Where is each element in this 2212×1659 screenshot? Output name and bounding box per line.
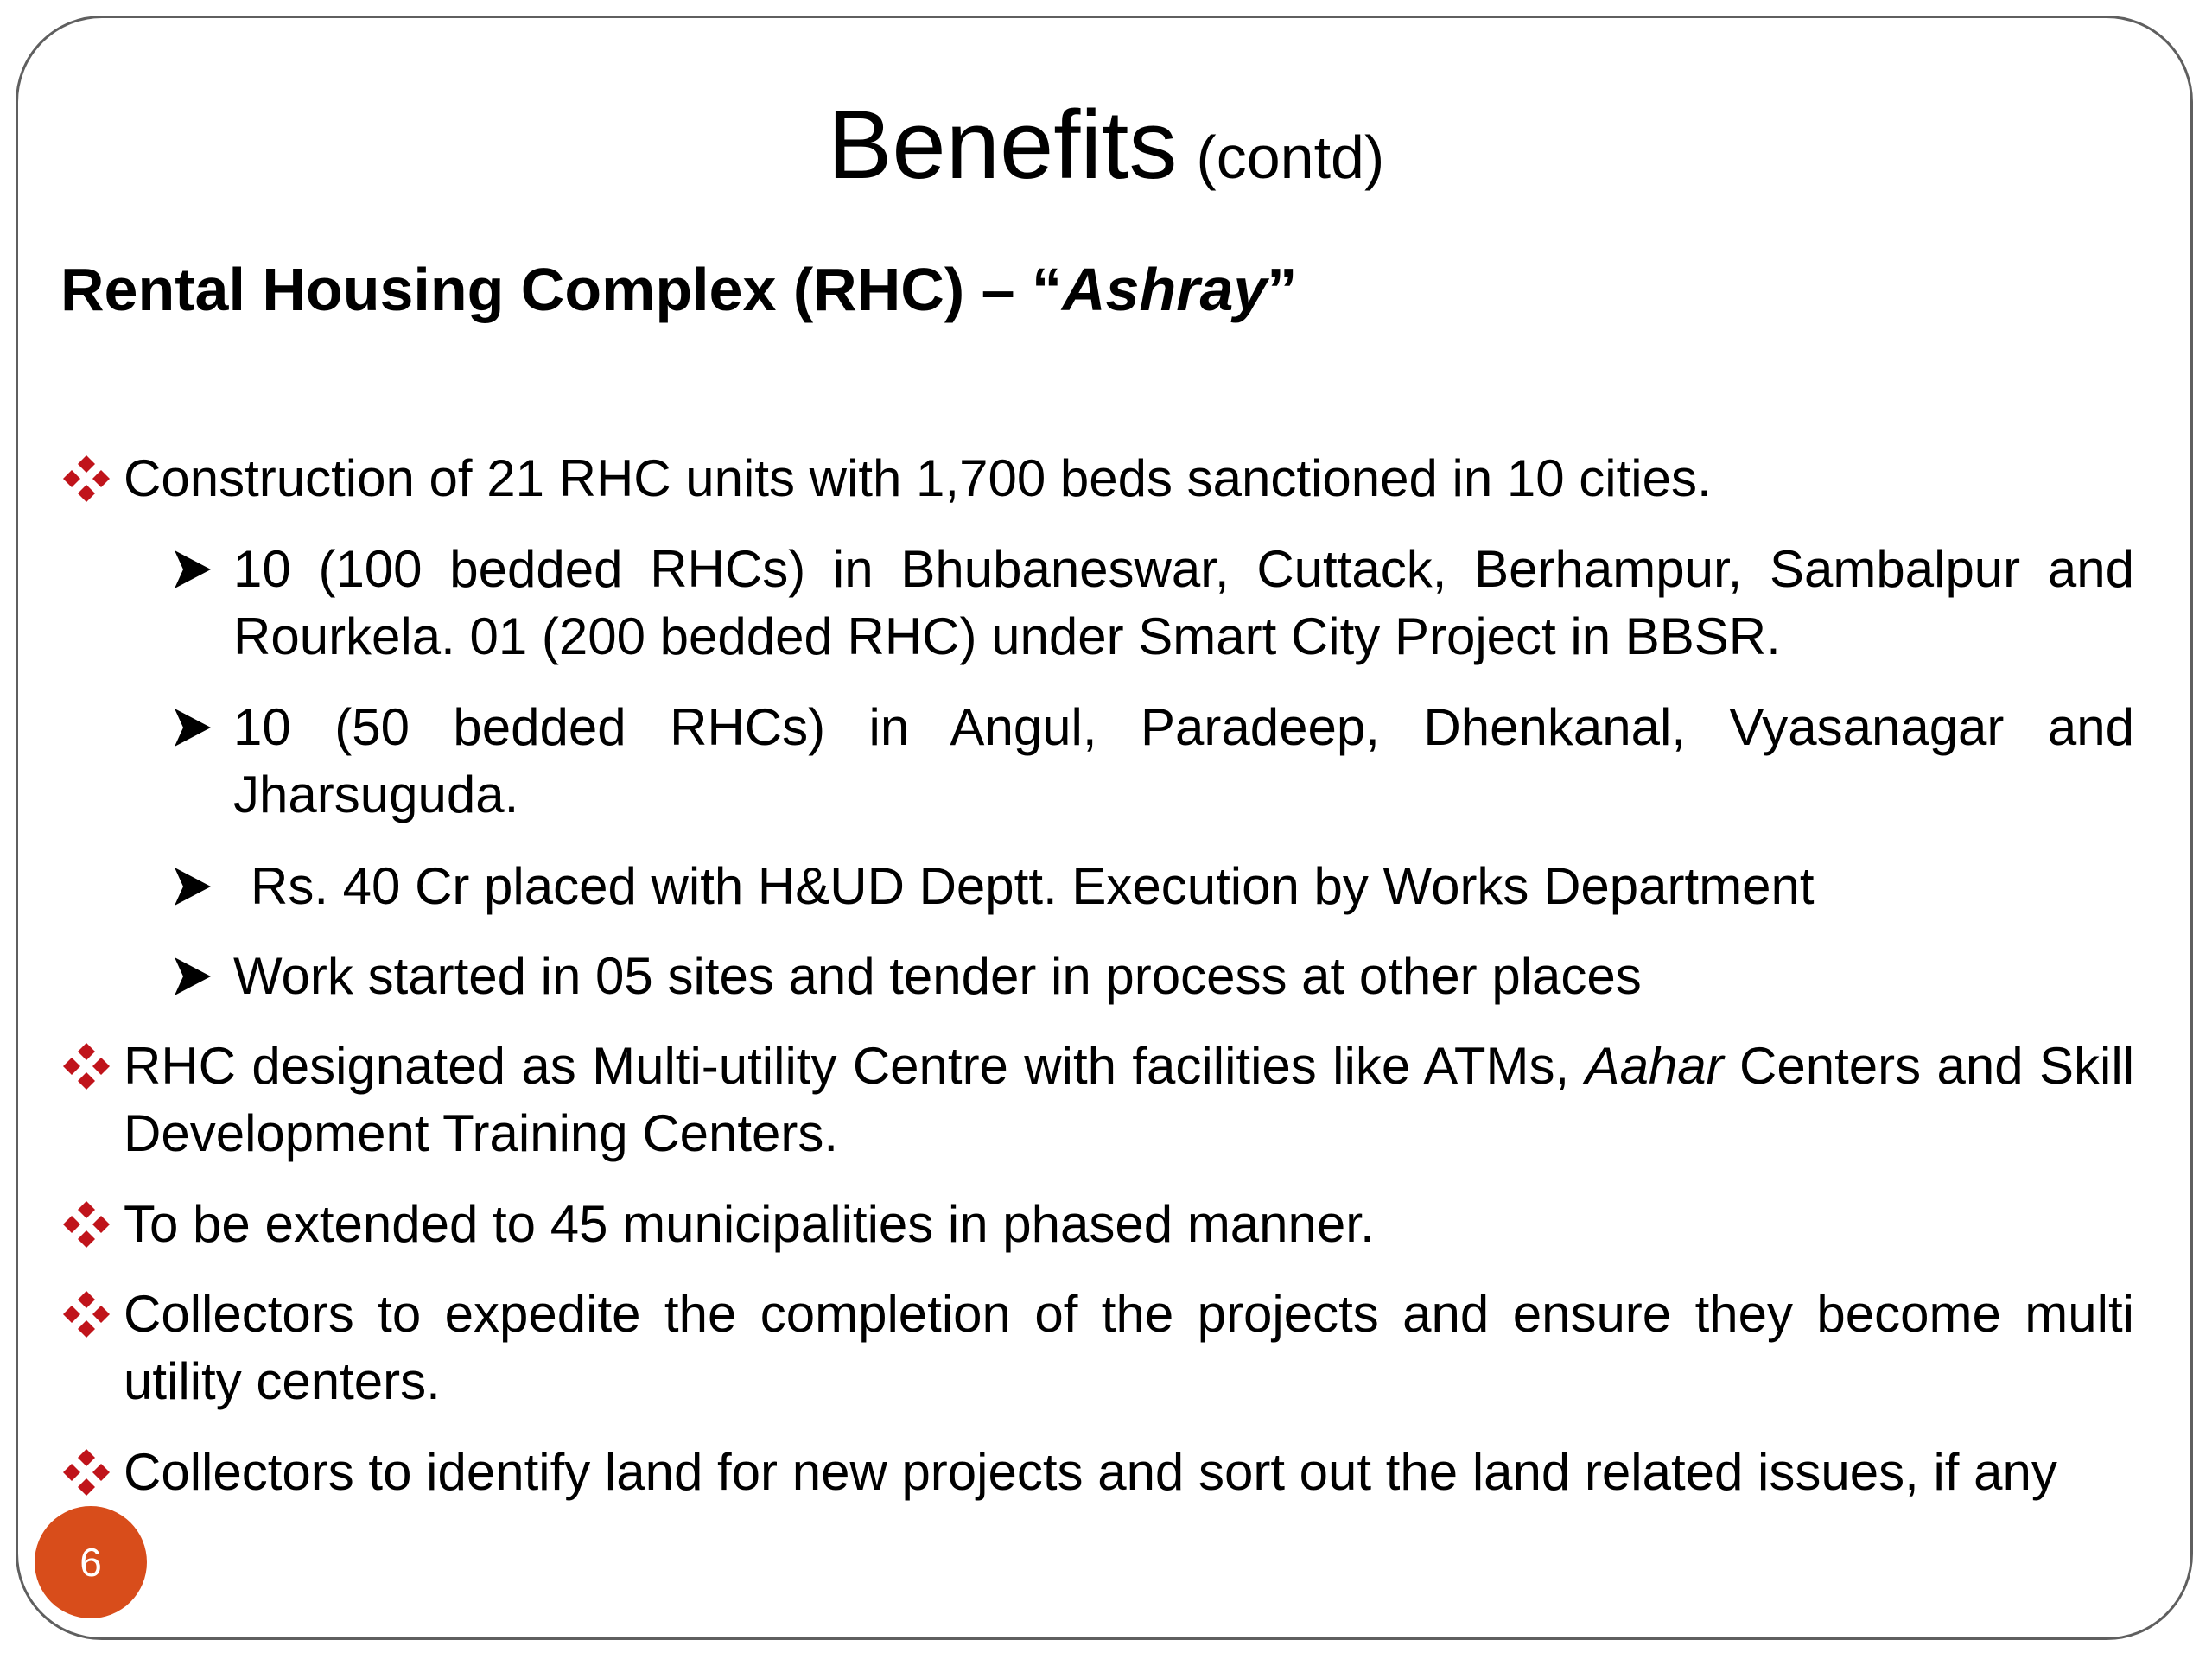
subtitle-prefix: Rental Housing Complex (RHC) – “ [60,256,1062,323]
sub-bullet-100-bedded: 10 (100 bedded RHCs) in Bhubaneswar, Cuttack, Berhampur, Sambalpur and Rourkela. 01 (200 bedded RHC) under Smart City Project in BBSR. [233,540,2134,665]
arrowhead-bullet-icon [171,950,214,1002]
bullet-multi-utility [124,1033,2134,1167]
slide-title [0,91,2212,199]
bullet-collectors-expedite: Collectors to expedite the completion of the projects and ensure they become multi utility centers. [124,1285,2134,1410]
four-diamond-bullet-icon [60,1446,112,1498]
sub-bullet-work-started: Work started in 05 sites and tender in process at other places [233,947,1642,1005]
arrowhead-bullet-icon [171,702,214,753]
four-diamond-bullet-icon [60,1198,112,1250]
four-diamond-bullet-icon [60,453,112,505]
bullet-collectors-land: Collectors to identify land for new projects and sort out the land related issues, if any [124,1443,2057,1501]
sub-bullet-funds: Rs. 40 Cr placed with H&UD Deptt. Execution by Works Department [251,857,1815,915]
page-number-badge: 6 [35,1506,147,1618]
bullet-multi-utility-prefix: RHC designated as Multi-utility Centre with facilities like ATMs, [124,1037,1570,1095]
sub-bullet-50-bedded: 10 (50 bedded RHCs) in Angul, Paradeep, Dhenkanal, Vyasanagar and Jharsuguda. [233,698,2134,823]
bullet-multi-utility-suffix: Centers and Skill Development Training Centers. [124,1037,2135,1162]
bullet-construction: Construction of 21 RHC units with 1,700 beds sanctioned in 10 cities. [124,449,1712,507]
four-diamond-bullet-icon [60,1288,112,1340]
slide-title-main: Benefits [827,91,1178,199]
arrowhead-bullet-icon [171,861,214,912]
slide-title-suffix: (contd) [1196,124,1385,191]
subtitle-italic: Ashray [1061,256,1268,323]
bullet-extension: To be extended to 45 municipalities in phased manner. [124,1195,1375,1253]
slide-subtitle [60,256,1298,323]
bullet-multi-utility-italic: Aahar [1585,1037,1724,1095]
arrowhead-bullet-icon [171,543,214,595]
four-diamond-bullet-icon [60,1040,112,1092]
subtitle-suffix: ” [1267,256,1298,323]
